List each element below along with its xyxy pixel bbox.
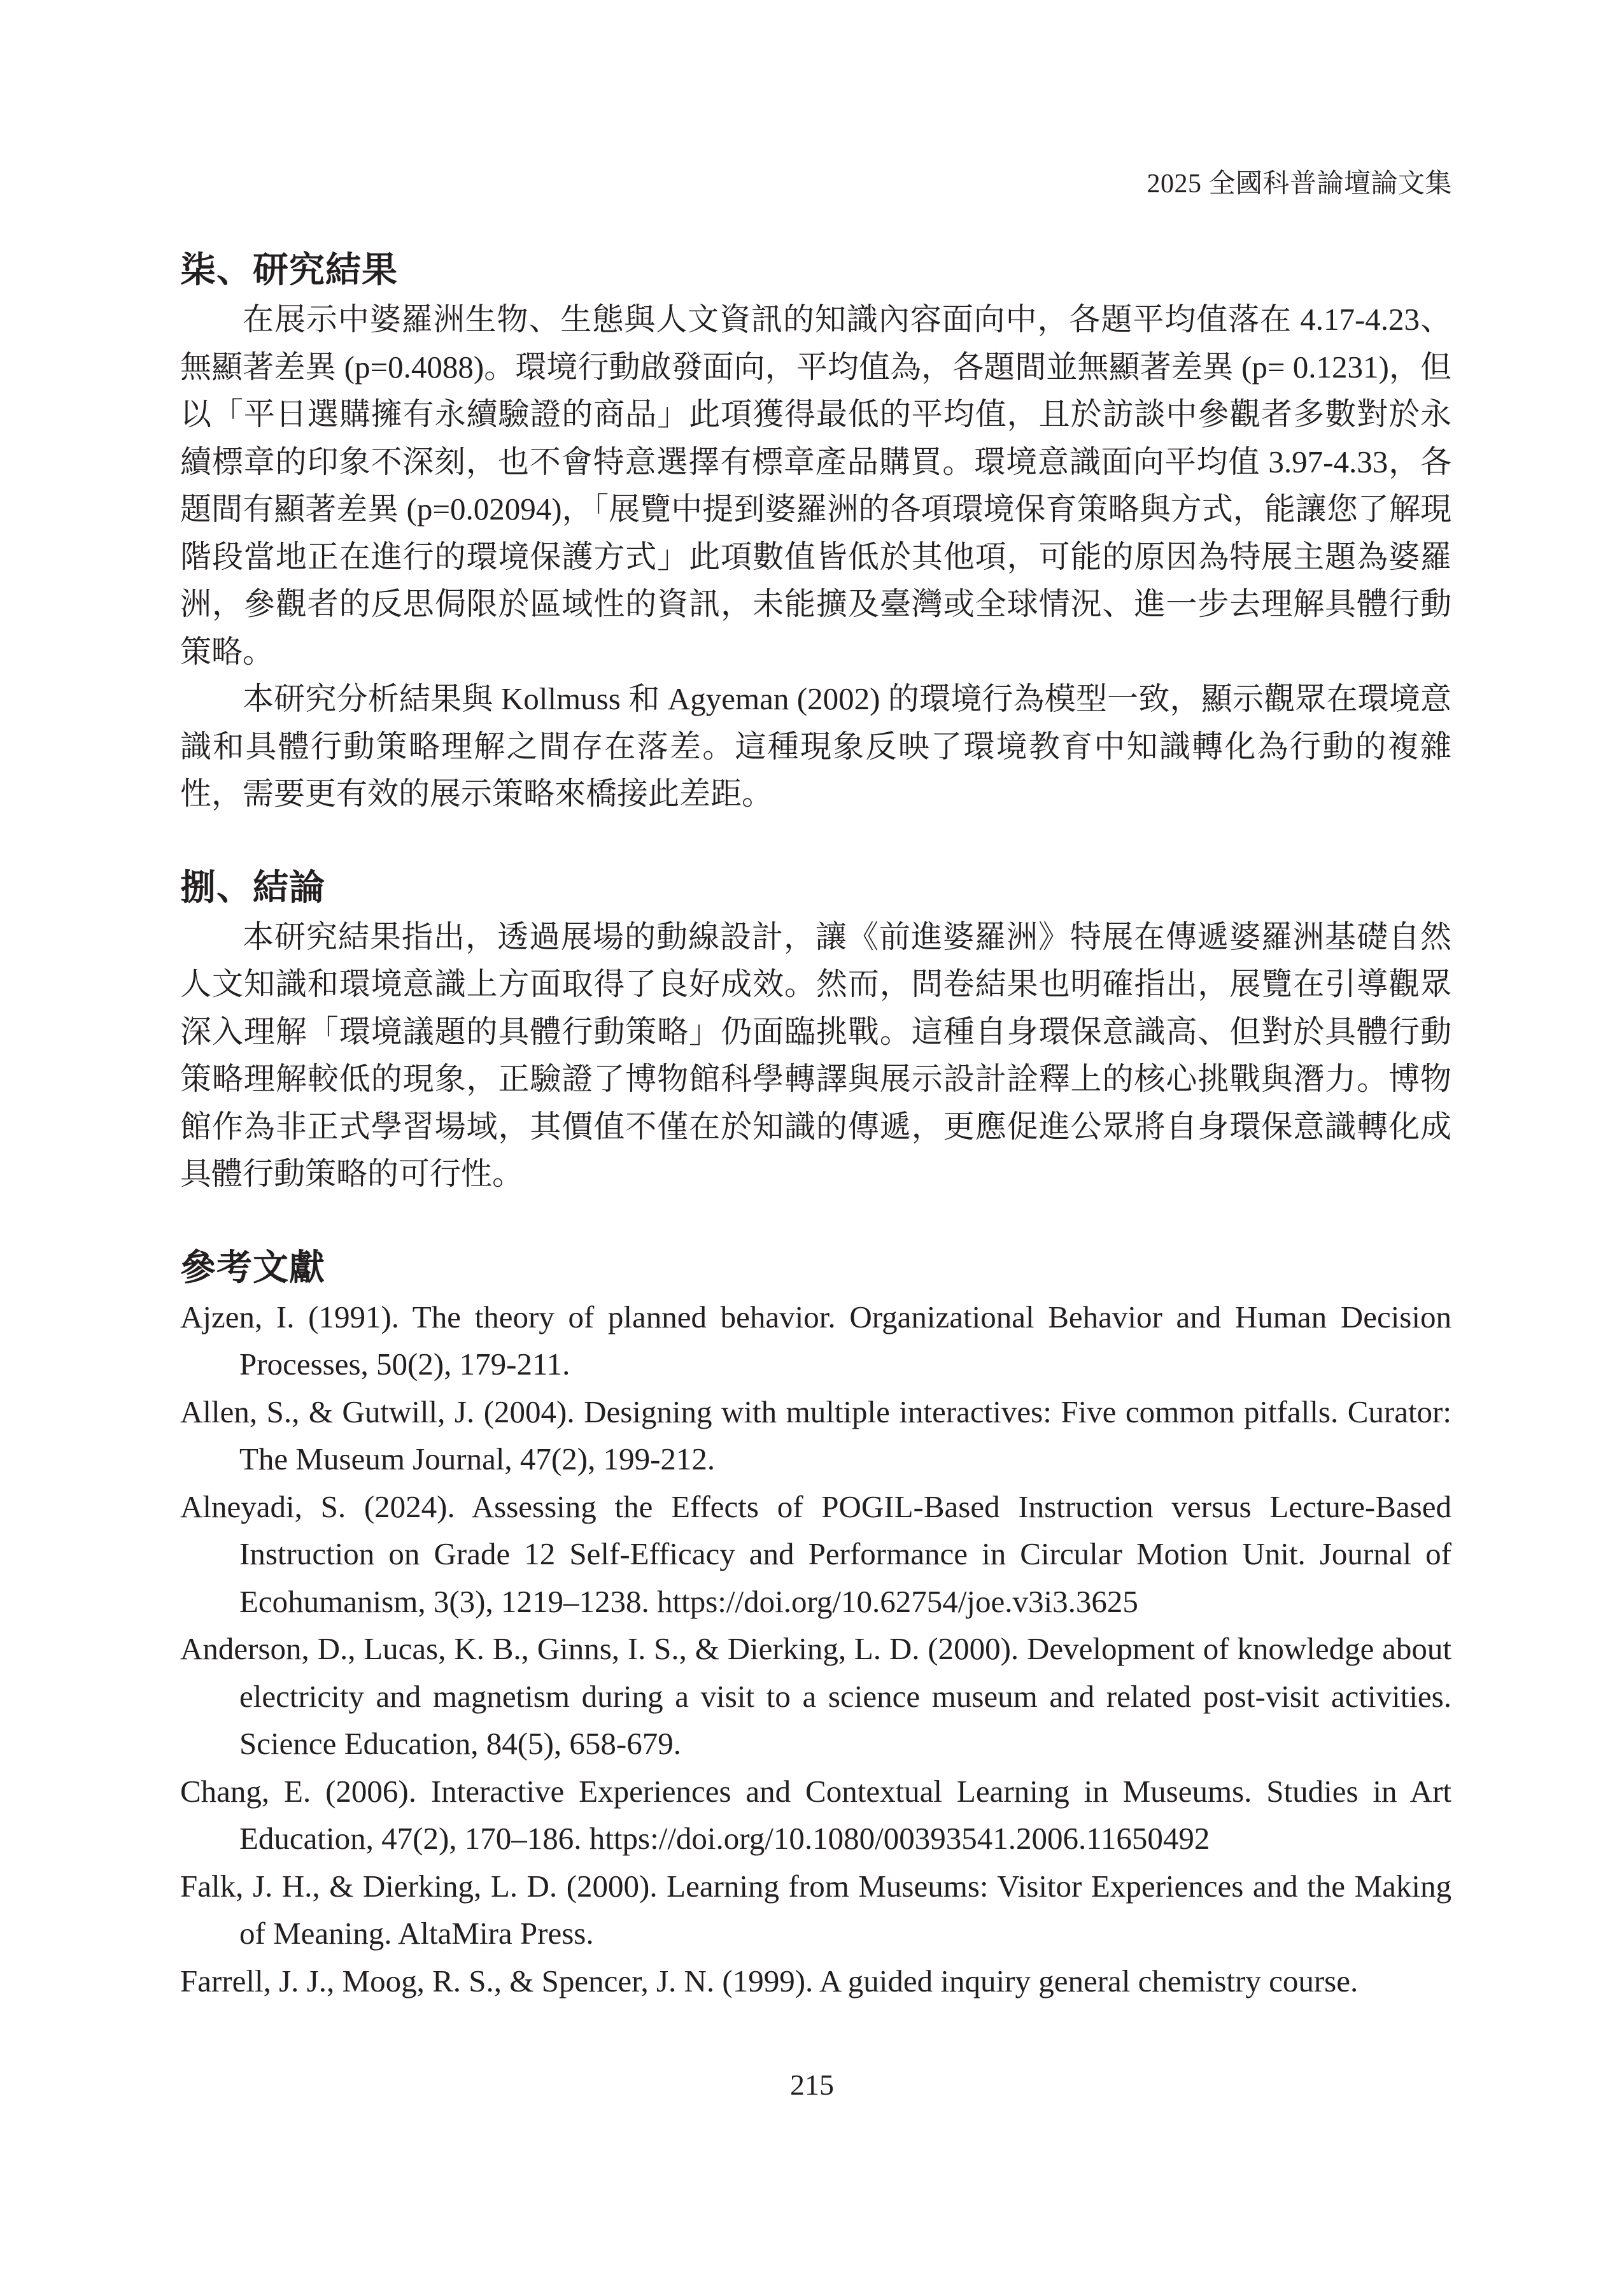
conclusion-paragraph-1: 本研究結果指出，透過展場的動線設計，讓《前進婆羅洲》特展在傳遞婆羅洲基礎自然人文知識和環境意識上方面取得了良好成效。然而，問卷結果也明確指出，展覽在引導觀眾深入理解「環境議題的具體行動策略」仍面臨挑戰。這種自身環保意識高、但對於具體行動策略理解較低的現象，正驗證了博物館科學轉譯與展示設計詮釋上的核心挑戰與潛力。博物館作為非正式學習場域，其價值不僅在於知識的傳遞，更應促進公眾將自身環保意識轉化成具體行動策略的可行性。 (180, 919, 1451, 1191)
reference-item: Anderson, D., Lucas, K. B., Ginns, I. S., & Dierking, L. D. (2000). Development of knowledge about electricity and magnetism during a visit to a science museum and related post-visit activities. Science Education, 84(5), 658-679. (180, 1631, 1451, 1761)
reference-item: Alneyadi, S. (2024). Assessing the Effects of POGIL-Based Instruction versus Lecture-Based Instruction on Grade 12 Self-Efficacy and Performance in Circular Motion Unit. Journal of Ecohumanism, 3(3), 1219–1238. https://doi.org/10.62754/joe.v3i3.3625 (180, 1489, 1451, 1619)
reference-item: Falk, J. H., & Dierking, L. D. (2000). Learning from Museums: Visitor Experiences and the Making of Meaning. AltaMira Press. (180, 1868, 1451, 1951)
reference-item: Chang, E. (2006). Interactive Experiences and Contextual Learning in Museums. Studies in Art Education, 47(2), 170–186. https://doi.org/10.1080/00393541.2006.11650492 (180, 1773, 1451, 1856)
running-header: 2025 全國科普論壇論文集 (1147, 169, 1452, 199)
reference-list (180, 1294, 1451, 2006)
section-title-references: 參考文獻 (180, 1248, 325, 1288)
page-number: 215 (790, 2069, 834, 2101)
results-paragraph-1: 在展示中婆羅洲生物、生態與人文資訊的知識內容面向中，各題平均值落在 4.17-4.23、無顯著差異 (p=0.4088)。環境行動啟發面向，平均值為，各題間並無顯著差異 (p= 0.1231)，但以「平日選購擁有永續驗證的商品」此項獲得最低的平均值，且於訪談中參觀者多數對於永續標章的印象不深刻，也不會特意選擇有標章產品購買。環境意識面向平均值 3.97-4.33，各題間有顯著差異 (p=0.02094)，「展覽中提到婆羅洲的各項環境保育策略與方式，能讓您了解現階段當地正在進行的環境保護方式」此項數值皆低於其他項，可能的原因為特展主題為婆羅洲，參觀者的反思侷限於區域性的資訊，未能擴及臺灣或全球情況、進一步去理解具體行動策略。 (180, 302, 1451, 669)
section-title-conclusion: 捌、結論 (180, 868, 325, 908)
reference-item: Ajzen, I. (1991). The theory of planned behavior. Organizational Behavior and Human Decision Processes, 50(2), 179-211. (180, 1299, 1451, 1382)
section-spacer (180, 1198, 1451, 1243)
section-conclusion (180, 863, 1451, 1198)
reference-item: Allen, S., & Gutwill, J. (2004). Designing with multiple interactives: Five common pitfalls. Curator: The Museum Journal, 47(2), 199-212. (180, 1394, 1451, 1476)
section-spacer (180, 818, 1451, 863)
reference-item: Farrell, J. J., Moog, R. S., & Spencer, J. N. (1999). A guided inquiry general chemistry course. (180, 1963, 1359, 1999)
section-references (180, 1243, 1451, 2006)
section-results (180, 245, 1451, 818)
results-paragraph-2: 本研究分析結果與 Kollmuss 和 Agyeman (2002) 的環境行為模型一致，顯示觀眾在環境意識和具體行動策略理解之間存在落差。這種現象反映了環境教育中知識轉化為行動的複雜性，需要更有效的展示策略來橋接此差距。 (180, 681, 1451, 811)
section-title-results: 柒、研究結果 (180, 251, 398, 290)
page-content (180, 245, 1451, 2005)
